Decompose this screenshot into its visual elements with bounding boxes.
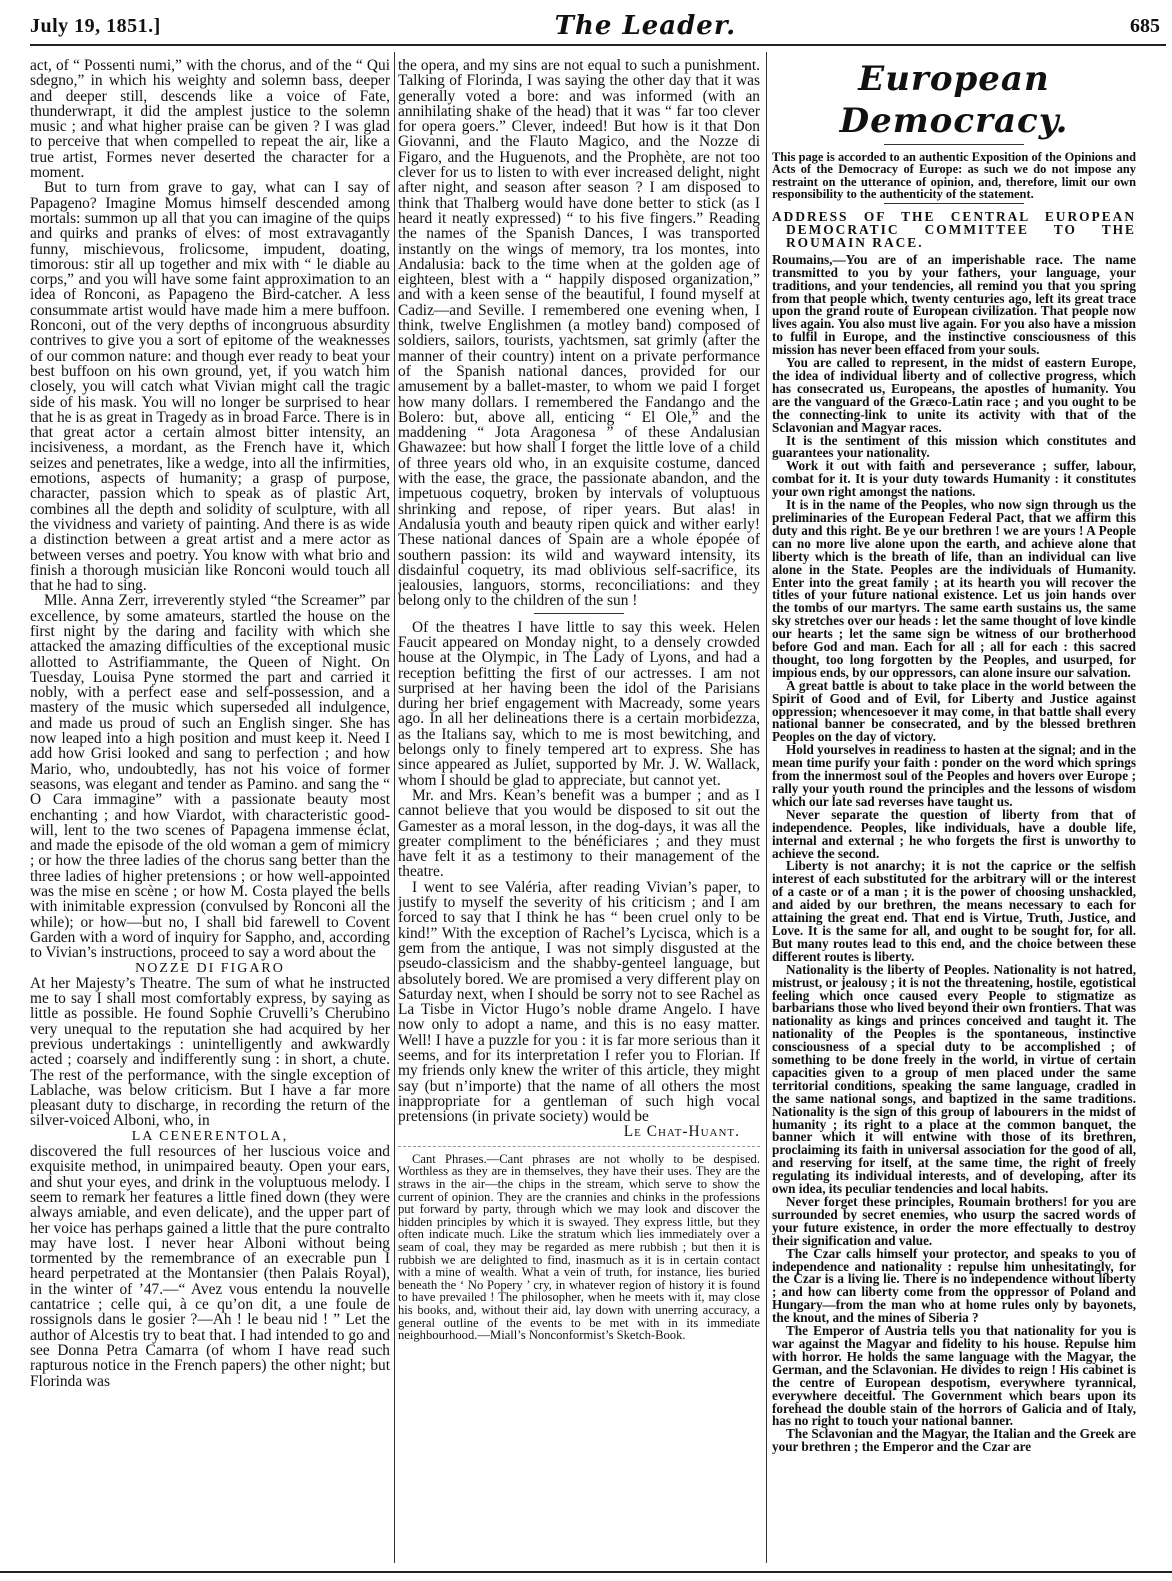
paragraph: act, of “ Possenti numi,” with the chorus, and of the “ Qui sdegno,” in which his weighty and solemn bass, deeper and deeper still, descends like a voice of Fate, thunderwrapt, it did the amplest justice to the solemn music ; and what higher praise can be given ? I was glad to perceive that when compelled to repeat the air, like a true artist, Formes never deserted the character for a moment. bbox=[30, 58, 390, 182]
column-divider bbox=[394, 52, 395, 1563]
paragraph: Mr. and Mrs. Kean’s benefit was a bumper ; and as I cannot believe that you would be disposed to sit out the Gamester as a moral lesson, in the dog-days, it was all the greater compliment to the bénéficiares ; and they must have felt it as a testimony to their management of the theatre. bbox=[398, 786, 760, 881]
page-bottom-rule bbox=[0, 1571, 1172, 1573]
section-rule bbox=[884, 203, 1024, 204]
issue-date: July 19, 1851.] bbox=[30, 14, 161, 37]
paragraph: Work it out with faith and perseverance ; suffer, labour, combat for it. It is your duty towards Humanity : it constitutes your own right amongst the nations. bbox=[772, 458, 1136, 500]
paragraph: Never forget these principles, Roumain brothers! for you are surrounded by secret enemies, who usurp the sacred words of your future existence, in order the more effectually to destroy their signification and value. bbox=[772, 1194, 1136, 1248]
paragraph: The Czar calls himself your protector, and speaks to you of independence and nationality : repulse him unhesitatingly, for the Czar is a living lie. There is no independence without liberty ; and how can liberty come from the oppressor of Poland and Hungary—from the man who at home rules only by bayonets, the knout, and the mines of Siberia ? bbox=[772, 1245, 1136, 1326]
section-rule bbox=[534, 613, 624, 614]
author-signature: Le Chat-Huant. bbox=[623, 1123, 740, 1141]
column-divider bbox=[766, 52, 767, 1563]
paragraph: At her Majesty’s Theatre. The sum of what he instructed me to say I shall most comfortably express, by saying as little as possible. He found Sophie Cruvelli’s Cherubino very unequal to the reputation she had acquired by her previous undertakings : unintelligently and awkwardly acted ; coarsely and indifferently sung : in short, a chute. The rest of the performance, with the single exception of Lablache, was below criticism. But I have a far more pleasant duty to discharge, in recording the return of the silver-voiced Alboni, who, in bbox=[30, 974, 390, 1130]
column-theatre-review bbox=[398, 58, 760, 1563]
column-european-democracy bbox=[772, 58, 1136, 1563]
paragraph: The Emperor of Austria tells you that nationality for you is war against the Magyar and fidelity to his house. Repulse him with horror. He holds the same language with the Magyar, the German, and the Sclavonian. He divides to reign ! His cabinet is the centre of European despotism, everywhere tyrannical, everywhere deceitful. The Government which bears upon its forehead the double stain of the horrors of Galicia and of Italy, has no right to touch your national banner. bbox=[772, 1323, 1136, 1429]
paragraph: discovered the full resources of her luscious voice and exquisite method, in unimpaired beauty. Open your ears, and shut your eyes, and drink in the voluptuous melody. I seem to remark her features a little fined down (they were always amiable, and even delicate), and the upper part of her voice has perhaps gained a little that the pure contralto may have lost. I never hear Alboni without being tormented by the remembrance of an execrable pun I heard perpetrated at the Montansier (then Palais Royal), in the winter of ’47.—“ Avez vous entendu la nouvelle cantatrice ; celle qui, à ce qu’on dit, a une foule de rossignols dans le gosier ?—Ah ! le beau nid ! ” Let the author of Alcestis try to beat that. I had intended to go and see Donna Petra Camarra (of whom I have read such rapturous notice in the French papers) the other night; but Florinda was bbox=[30, 1143, 390, 1390]
paragraph: Of the theatres I have little to say this week. Helen Faucit appeared on Monday night, to a densely crowded house at the Olympic, in The Lady of Lyons, and had a reception befitting the first of our actresses. I am not surprised at her having been the idol of the Parisians during her brief engagement with Macready, some years ago. In all her delineations there is a certain morbidezza, as the Italians say, which to me is most bewitching, and belongs only to finely tempered art to express. She has since appeared as Juliet, supported by Mr. J. W. Wallack, whom I should be glad to appreciate, but cannot yet. bbox=[398, 618, 760, 789]
paragraph: Never separate the question of liberty from that of independence. Peoples, like individuals, have a double life, internal and external ; he who forgets the first is unworthy to achieve the second. bbox=[772, 806, 1136, 861]
paragraph: Liberty is not anarchy; it is not the caprice or the selfish interest of each substituted for the arbitrary will or the interest of a caste or of a man ; it is the power of choosing unshackled, and aided by our brethren, the means necessary to each for attaining the great end. That end is Virtue, Truth, Justice, and Love. It is the same for all, and ought to be sought for, for all. But many routes lead to this end, and the choice between these different routes is liberty. bbox=[772, 858, 1136, 964]
subheading-nozze-di-figaro: NOZZE DI FIGARO bbox=[135, 960, 285, 976]
paragraph: It is in the name of the Peoples, who now sign through us the preliminaries of the European Federal Pact, that we affirm this duty and this right. Be ye our brethren ! we are yours ! A People can no more live alone upon the earth, and achieve alone that liberty which is the breath of life, than an individual can live alone in the State. Peoples are the individuals of Humanity. Enter into the great family ; at its hearth you will recover the titles of your future national existence. Let us join hands over the tombs of our martyrs. The same earth sustains us, the same sky stretches over our heads : let the same thought of love kindle our hearts ; let the same sign be witness of our brotherhood before God and man. Each for all ; all for each : this sacred thought, too long forgotten by the Peoples, and usurped, for impious ends, by our oppressors, can alone insure our salvation. bbox=[772, 497, 1136, 680]
paragraph: It is the sentiment of this mission which constitutes and guarantees your nationality. bbox=[772, 432, 1136, 461]
subheading-la-cenerentola: LA CENERENTOLA, bbox=[131, 1128, 289, 1144]
paragraph: But to turn from grave to gay, what can I say of Papageno? Imagine Momus himself descended among mortals: summon up all that you can imagine of the quips and quirks and pranks of elves: of most extravagantly funny, mischievous, frolicsome, impudent, doating, timorous: stir all up together and mix with “ le diable au corps,” and you will have some faint approximation to an idea of Ronconi, as Papageno the Bird-catcher. A less consummate artist would have made him a mere buffoon. Ronconi, out of the very depths of incongruous absurdity contrives to give you a sort of epitome of the weaknesses of our common nature: and though ever ready to beat your best buffoon on his own ground, yet, if you watch him closely, you will catch what Vivian might call the tragic side of his mask. You will no longer be surprised to hear that he is as great in Tragedy as in broad Farce. There is in that great actor a certain almost bitter intensity, an incisiveness, a mordant, as the French have it, which seizes and penetrates, like a wedge, into all the infirmities, emotions, aspects of humanity; a grasp of purpose, character, passion which to speak as of plastic Art, combines all the depth and solidity of sculpture, with all the vividness and variety of painting. And there is as wide a distinction between a great artist and a mere actor as between verses and poetry. You know with what brio and finish a thorough musician like Ronconi would touch all that he had to sing. bbox=[30, 179, 390, 595]
paragraph: I went to see Valéria, after reading Vivian’s paper, to justify to myself the severity of his criticism ; and I am forced to say that I think he has “ been cruel only to be kind!” With the exception of Rachel’s Lycisca, which is a gem from the antique, I was not simply disgusted at the pseudo-classicism and the shabby-genteel language, but absolutely bored. We are promised a very different play on Saturday next, when I should be sorry not to see Rachel as La Tisbe in Victor Hugo’s noble drame Angelo. I have now only to adopt a name, and this is no easy matter. Well! I have a puzzle for you : it is far more serious than it seems, and for its interpretation I refer you to Florian. If my friends only knew the writer of this article, they might say (but n’importe) that the name of all others the most inappropriate for a gentleman of such high vocal pretensions (in private society) would be bbox=[398, 878, 760, 1126]
section-rule bbox=[884, 144, 1024, 145]
paragraph: Roumains,—You are of an imperishable race. The name transmitted to you by your fathers, your language, your traditions, and your tendencies, all remind you that you spring from that people which, twenty centuries ago, left its great trace upon the grand route of European civilization. That people now lives again. You also must live again. For you also have a mission to fulfil in Europe, and the instinctive consciousness of this mission has never been effaced from your souls. bbox=[772, 251, 1136, 358]
cant-phrases-item: Cant Phrases.—Cant phrases are not wholly to be despised. Worthless as they are in themselves, they have their uses. They are the straws in the air—the chips in the stream, which serve to show the current of opinion. They are the crannies and chinks in the professions put forward by party, through which we may look and discover the hidden principles by which it is swayed. They express little, but they often indicate much. Like the stratum which lies immediately over a seam of coal, they may be regarded as mere rubbish ; but then it is rubbish we are delighted to find, inasmuch as it is in certain contact with a mine of wealth. What a vein of truth, for instance, lies buried beneath the ‘ No Popery ’ cry, in whatever region of history it is found to have prevailed ! The philosopher, when he meets with it, may close his books, and, without their aid, lay down with unerring accuracy, a general outline of the events to be met with in its immediate neighbourhood.—Miall’s Nonconformist’s Sketch-Book. bbox=[398, 1151, 760, 1343]
section-title: European Democracy. bbox=[839, 59, 1069, 141]
paragraph: You are called to represent, in the midst of eastern Europe, the idea of individual liberty and of collective progress, which has consecrated us, Europeans, the apostles of humanity. You are the vanguard of the Græco-Latin race ; and you ought to be the connecting-link to unite its activity with that of the Sclavonian and Magyar races. bbox=[772, 355, 1136, 435]
paragraph: Mlle. Anna Zerr, irreverently styled “the Screamer” par excellence, by some amateurs, startled the house on the first night by the daring and facility with which she attacked the amazing difficulties of the exceptional music allotted to Astrifiammante, the Queen of Night. On Tuesday, Louisa Pyne stormed the part and carried it nobly, with a perfect ease and self-possession, and a mastery of the music which superseded all indulgence, and made us proud of such an English singer. She has now leaped into a high position and must keep it. Need I add how Grisi looked and sang to perfection ; and how Mario, who, undoubtedly, has not his voice of former seasons, was elegant and tender as Pamino. and sang the “ O Cara immagine” with a passionate beauty most enchanting ; and how Viardot, with characteristic good-will, lent to the two scenes of Papagena immense éclat, and made the episode of the old woman a gem of mimicry ; or how the three ladies of the chorus sang better than the three ladies of higher pretensions ; or how well-appointed was the mise en scène ; or how M. Costa played the bells with inimitable expression (convulsed by Ronconi all the while); or how—but no, I shall bid farewell to Covent Garden with a word of inquiry for Sappho, and, according to Vivian’s instructions, proceed to say a word about the bbox=[30, 592, 390, 962]
article-heading: ADDRESS OF THE CENTRAL EUROPEAN DEMOCRATIC COMMITTEE TO THE ROUMAIN RACE. bbox=[772, 208, 1136, 251]
section-rule bbox=[398, 1146, 760, 1147]
newspaper-title: The Leader. bbox=[554, 11, 737, 41]
page-number: 685 bbox=[1129, 14, 1160, 37]
column-opera-review bbox=[30, 58, 390, 1563]
masthead bbox=[30, 8, 1166, 46]
editorial-note: This page is accorded to an authentic Exposition of the Opinions and Acts of the Democracy of Europe: as such we do not impose any restraint on the utterance of opinion, and, therefore, limit our own responsibility to the authenticity of the statement. bbox=[772, 150, 1136, 202]
paragraph: Hold yourselves in readiness to hasten at the signal; and in the mean time purify your faith : ponder on the word which springs from the innermost soul of the Peoples and hovers over Europe ; rally your youth round the principles and the lessons of wisdom which our late sad reverses have taught us. bbox=[772, 742, 1136, 809]
paragraph: Nationality is the liberty of Peoples. Nationality is not hatred, mistrust, or jealousy ; it is not the threatening, hostile, egotistical feeling which once caused every People to stigmatize as barbarians those who lived beyond their own frontiers. That was nationality as kings and princes conceived and taught it. The nationality of the Peoples is the spontaneous, instinctive consciousness of a special duty to be accomplished ; of something to be done freely in the world, in virtue of certain capacities given to a group of men placed under the same territorial conditions, speaking the same language, cradled in the same national songs, and baptized in the same traditions. Nationality is the sign of this group of labourers in the midst of humanity ; its right to a place at the common banquet, the banner which it will entwine with those of its brethren, proclaiming its faith in universal association for the good of all, and reserving for itself, at the same time, the right of freely regulating its individual interests, and of developing, after its own idea, its peculiar tendencies and local habits. bbox=[772, 961, 1136, 1197]
paragraph: The Sclavonian and the Magyar, the Italian and the Greek are your brethren ; the Emperor and the Czar are bbox=[772, 1426, 1136, 1455]
paragraph: the opera, and my sins are not equal to such a punishment. Talking of Florinda, I was saying the other day that it was generally voted a bore: and was informed (with an annihilating shake of the head) that it was “ far too clever for opera goers.” Clever, indeed! But how is it that Don Giovanni, and the Flauto Magico, and the Nozze di Figaro, and the Huguenots, and the Prophète, are not too clever for us to listen to with ever increased delight, night after night, and season after season ? I am disposed to think that Thalberg would have done better to stick (as I heard it neatly expressed) “ to his five fingers.” Reading the names of the Spanish Dances, I was transported instantly on the wings of memory, tra los montes, into Andalusia: back to the time when at the golden age of eighteen, blest with a “ happily disposed organization,” and with a keen sense of the beautiful, I found myself at Cadiz—and Seville. I remembered one evening when, I think, twelve Englishmen (a motley band) composed of soldiers, sailors, tourists, yachtsmen, sat grimly (after the manner of their country) intent on a private performance of the Spanish national dances, provided for our amusement by a ballet-master, to whom we paid I forget how many dollars. I remembered the Fandango and the Bolero: but, above all, enticing “ El Ole,” and the maddening “ Jota Aragonesa ” of these Andalusian Ghawazee: but how shall I forget the little love of a child of three years old who, in an exquisite costume, danced with the ease, the grace, the passionate abandon, and the impetuous coquetry, broken by intervals of voluptuous shrinking and repose, of riper years. But alas! in Andalusia youth and beauty ripen quick and wither early! These national dances of Spain are a whole épopée of southern passion: its wild and wayward intensity, its disdainful coquetry, its mad oblivious self-sacrifice, its jealousies, languors, storms, reconciliations: and they belong only to the children of the sun ! bbox=[398, 58, 760, 610]
paragraph: A great battle is about to take place in the world between the Spirit of Good and of Evil, for Liberty and Justice against oppression; whencesoever it may come, in that battle shall every national banner be consecrated, and by the blessed brethren Peoples on the day of victory. bbox=[772, 677, 1136, 745]
